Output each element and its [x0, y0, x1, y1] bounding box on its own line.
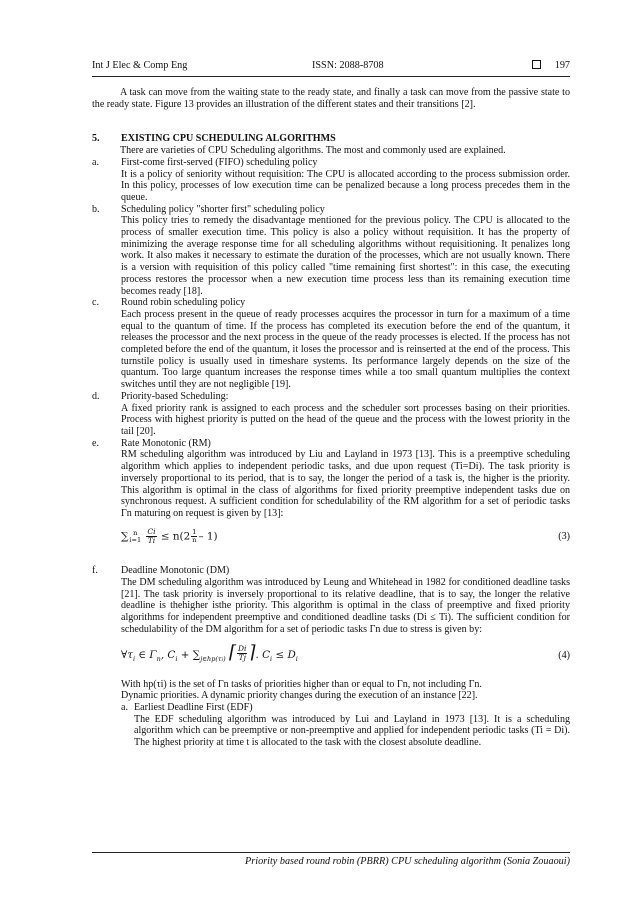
- running-header: [92, 60, 570, 74]
- list-marker: b.: [92, 203, 100, 215]
- in-gamma: ∈ Γ: [135, 649, 157, 662]
- list-item-title: Round robin scheduling policy: [121, 297, 246, 309]
- main-text: [92, 87, 570, 749]
- list-item-title: Deadline Monotonic (DM): [121, 565, 230, 577]
- header-rule: [92, 76, 570, 77]
- plus-sum: + ∑: [177, 649, 201, 662]
- fraction-denominator: Tj: [238, 652, 246, 662]
- sum-limits: [129, 530, 141, 544]
- sum-upper: n: [133, 528, 138, 537]
- list-item-body: It is a policy of seniority without requisition: The CPU is allocated according to the process submission order. In this policy, processes of low execution time can be penalized because a long process precedes them in the queue.: [121, 168, 570, 203]
- fraction: [237, 645, 247, 662]
- list-item-title: Rate Monotonic (RM): [121, 437, 211, 449]
- paragraph: Dynamic priorities. A dynamic priority changes during the execution of an instance [22].: [121, 690, 478, 702]
- subscript: n: [156, 655, 161, 664]
- paragraph: With hp(τi) is the set of Γn tasks of priorities higher than or equal to Γn, not including Γn.: [121, 678, 482, 690]
- sum-subscript: [200, 655, 225, 663]
- fraction: [146, 528, 156, 545]
- list-item-title: Scheduling policy "shorter first" scheduling policy: [121, 203, 325, 215]
- page-number: 197: [554, 60, 570, 71]
- list-item-title: First-come first-served (FIFO) scheduling policy: [121, 156, 318, 168]
- equation-number: (4): [558, 649, 570, 661]
- fraction-denominator: Ti: [147, 536, 156, 546]
- list-item: [92, 565, 570, 577]
- sum-subscript-b: i: [221, 657, 224, 664]
- list-item: [92, 204, 570, 216]
- sub-list-title: Earliest Deadline First (EDF): [134, 701, 253, 713]
- subscript: i: [270, 655, 273, 664]
- list-marker: c.: [92, 297, 99, 309]
- issn: ISSN: 2088-8708: [312, 60, 384, 71]
- equation-3-expression: [121, 528, 218, 545]
- sum-subscript-a: j∈hp(τ: [200, 655, 222, 664]
- journal-name: Int J Elec & Comp Eng: [92, 60, 188, 71]
- fraction-numerator: Di: [238, 643, 247, 653]
- list-item: [92, 297, 570, 309]
- ceiling-bracket: ⌈ $\frac{Di}{Tj}$ ⌉: [229, 642, 256, 664]
- sum-symbol: ∑: [121, 530, 129, 543]
- sum-subscript-c: ): [223, 655, 226, 664]
- list-item: [92, 391, 570, 403]
- sub-list-body: The EDF scheduling algorithm was introduced by Lui and Layland in 1973 [13]. It is a scheduling algorithm which can be preemptive or non-preemptive and applied for independent periodic tasks (Ti = Di). The highest priority at time t is allocated to the task with the closest absolute deadline.: [134, 713, 570, 749]
- sub-list-content: [134, 702, 570, 749]
- exponent-denominator: n: [192, 535, 197, 544]
- subscript: i: [133, 655, 136, 664]
- sub-list-marker: a.: [121, 701, 128, 713]
- list-item-body: RM scheduling algorithm was introduced by Liu and Layland in 1973 [13]. This is a preemptive scheduling algorithm which applies to independent periodic tasks, and due upon request (Ti=Di). The task priority is inversely proportional to its period, that is to say, the longer the period of a task is, the higher is the priority. This algorithm is optimal in the class of algorithms for fixed priority preemptive independent tasks due on synchronous request. A sufficient condition for schedulability of the RM algorithm for a set of periodic tasks Γn maturing on request is given by [13]:: [121, 449, 570, 519]
- section-title: EXISTING CPU SCHEDULING ALGORITHMS: [121, 133, 336, 145]
- c-tail: . C: [255, 649, 271, 662]
- forall-tau: ∀τ: [121, 649, 134, 662]
- list-item-body: The DM scheduling algorithm was introduced by Leung and Whitehead in 1982 for conditioned deadline tasks [21]. The task priority is inversely proportional to its relative deadline, that is to say, the longer the relative deadline is thehigher isthe priority. This algorithm is optimal in the class of preemptive and fixed priority algorithms for independent preemptive and conditioned deadline tasks (Di ≤ Ti). The sufficient condition for schedulability of the DM algorithm for a set of periodic tasks Γn due to stress is given by:: [121, 577, 570, 635]
- footer-rule: [92, 852, 570, 853]
- sum-lower: i=1: [129, 535, 142, 544]
- equation-number: (3): [558, 530, 570, 542]
- list-item-body: Each process present in the queue of ready processes acquires the processor in turn for a maximum of a time equal to the quantum of time. If the process has completed its execution before the end of the quantum, it releases the processor and the next process in the queue of the ready processes is elected. If the process has not completed before the end of the quantum, it loses the processor and is reinserted at the end of the process. This turnstile policy is usually used in timeshare systems. Its performance largely depends on the size of the quantum. Too large quantum increases the response times while a too small quantum multiplies the context switches until they are not negligible [19].: [121, 308, 570, 391]
- subscript: i: [175, 655, 178, 664]
- rhs-tail: – 1): [198, 530, 218, 543]
- running-footer: Priority based round robin (PBRR) CPU scheduling algorithm (Sonia Zouaoui): [245, 856, 570, 867]
- square-icon: [532, 60, 541, 69]
- intro-paragraph: A task can move from the waiting state to the ready state, and finally a task can move from the passive state to the ready state. Figure 13 provides an illustration of the different states and their transitions [2].: [92, 87, 570, 110]
- list-marker: f.: [92, 565, 98, 577]
- list-marker: d.: [92, 390, 100, 402]
- section-number: 5.: [92, 133, 100, 145]
- list-item-body: A fixed priority rank is assigned to each process and the scheduler sort processes basing on their priorities. Process with highest priority is putted on the head of the queue and the process with the lowest priority in the tail [20].: [121, 402, 570, 437]
- fraction-numerator: Ci: [147, 527, 156, 537]
- list-item-body: This policy tries to remedy the disadvantage mentioned for the previous policy. The CPU is allocated to the process of smaller execution time. This policy is also a policy without requisition. It has the property of minimizing the average response time for all scheduling algorithms without requisitioning. It penalizes long work. It also makes it necessary to estimate the duration of the processes, which are not usually known. There is a version with requisition of this policy called "time remaining first shortest": in this case, the executing process restores the processor when a new execution time process less than its remaining execution time becomes ready [18].: [121, 215, 570, 297]
- sub-list-item: [121, 702, 570, 749]
- equation-4-expression: [121, 644, 298, 667]
- section-lead: There are varieties of CPU Scheduling algorithms. The most and commonly used are explained.: [120, 145, 506, 157]
- equation-4: [121, 636, 570, 676]
- exponent-numerator: 1: [192, 527, 197, 536]
- equation-3: [121, 520, 570, 554]
- subscript: i: [295, 655, 298, 664]
- section-heading: [92, 133, 570, 145]
- leq-d: ≤ D: [272, 649, 296, 662]
- c-term: , C: [160, 649, 176, 662]
- list-marker: a.: [92, 156, 99, 168]
- list-item: [92, 438, 570, 450]
- exponent-fraction: [191, 529, 197, 544]
- rhs-text: ≤ n(2: [157, 530, 191, 543]
- page-number-group: [532, 60, 570, 71]
- list-item-title: Priority-based Scheduling:: [121, 390, 229, 402]
- list-marker: e.: [92, 437, 99, 449]
- list-item: [92, 157, 570, 169]
